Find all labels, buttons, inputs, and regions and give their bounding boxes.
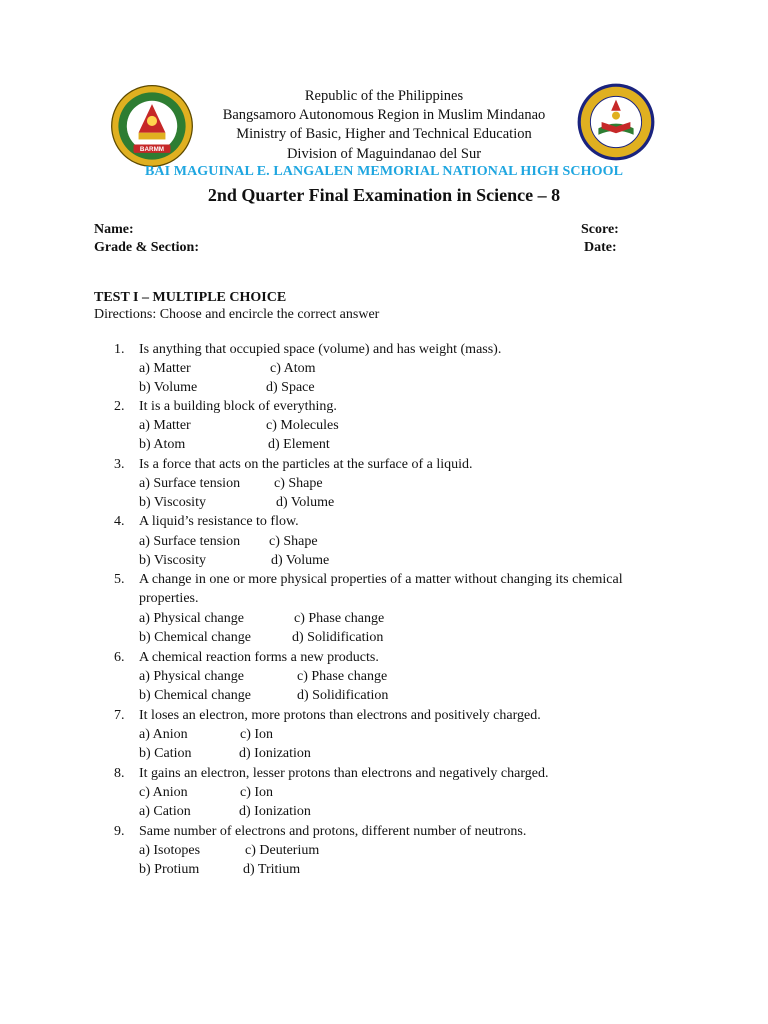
question-text: It loses an electron, more protons than electrons and positively charged. [139, 708, 541, 723]
question-text: Is anything that occupied space (volume) and has weight (mass). [139, 342, 502, 357]
choice-c[interactable]: c) Ion [240, 785, 274, 800]
school-name: BAI MAGUINAL E. LANGALEN MEMORIAL NATIONAL HIGH SCHOOL [144, 164, 624, 179]
choice-a[interactable]: a) Matter [139, 361, 191, 376]
choice-d[interactable]: d) Ionization [239, 746, 311, 761]
seal-lettering: BARMM [139, 146, 165, 154]
choice-a[interactable]: a) Anion [139, 727, 188, 742]
choice-d[interactable]: d) Volume [276, 495, 335, 510]
question-number: 1. [114, 342, 125, 357]
choice-b[interactable]: b) Viscosity [139, 495, 206, 510]
choice-d[interactable]: d) Solidification [297, 688, 389, 703]
choice-b[interactable]: b) Atom [139, 437, 186, 452]
question-number: 4. [114, 514, 125, 529]
date-label: Date: [584, 240, 617, 255]
question-text-continued: properties. [139, 591, 199, 606]
header-division: Division of Maguindanao del Sur [286, 146, 482, 162]
header-region: Bangsamoro Autonomous Region in Muslim Mindanao [222, 107, 546, 123]
choice-a[interactable]: a) Matter [139, 418, 191, 433]
choice-b[interactable]: b) Chemical change [139, 688, 251, 703]
question-number: 2. [114, 399, 125, 414]
question-text: A change in one or more physical properties of a matter without changing its chemical [139, 572, 623, 587]
grade-section-label: Grade & Section: [94, 240, 199, 255]
choice-c[interactable]: c) Deuterium [245, 843, 320, 858]
choice-c-anion[interactable]: c) Anion [139, 785, 188, 800]
choice-d[interactable]: d) Solidification [292, 630, 384, 645]
question-text: It is a building block of everything. [139, 399, 337, 414]
header-ministry: Ministry of Basic, Higher and Technical Education [236, 126, 532, 142]
choice-d[interactable]: d) Space [266, 380, 315, 395]
choice-c[interactable]: c) Shape [274, 476, 323, 491]
choice-b[interactable]: b) Cation [139, 746, 192, 761]
question-number: 7. [114, 708, 125, 723]
choice-b[interactable]: b) Volume [139, 380, 198, 395]
question-text: A liquid’s resistance to flow. [139, 514, 299, 529]
header-republic: Republic of the Philippines [304, 88, 464, 104]
choice-c[interactable]: c) Atom [270, 361, 316, 376]
question-number: 5. [114, 572, 125, 587]
choice-c[interactable]: c) Shape [269, 534, 318, 549]
question-text: It gains an electron, lesser protons than electrons and negatively charged. [139, 766, 549, 781]
choice-d[interactable]: d) Ionization [239, 804, 311, 819]
score-label: Score: [581, 222, 619, 237]
question-number: 6. [114, 650, 125, 665]
question-text: A chemical reaction forms a new products. [139, 650, 379, 665]
question-number: 9. [114, 824, 125, 839]
name-label: Name: [94, 222, 134, 237]
question-text: Same number of electrons and protons, different number of neutrons. [139, 824, 527, 839]
question-text: Is a force that acts on the particles at the surface of a liquid. [139, 457, 473, 472]
question-number: 3. [114, 457, 125, 472]
choice-b[interactable]: b) Viscosity [139, 553, 206, 568]
choice-b[interactable]: b) Chemical change [139, 630, 251, 645]
choice-c[interactable]: c) Phase change [294, 611, 385, 626]
choice-c[interactable]: c) Molecules [266, 418, 339, 433]
choice-a[interactable]: a) Surface tension [139, 476, 241, 491]
test-directions: Directions: Choose and encircle the correct answer [94, 307, 380, 322]
choice-a[interactable]: a) Surface tension [139, 534, 241, 549]
choice-c[interactable]: c) Phase change [297, 669, 388, 684]
choice-a[interactable]: a) Physical change [139, 669, 244, 684]
choice-d[interactable]: d) Element [268, 437, 330, 452]
choice-c[interactable]: c) Ion [240, 727, 274, 742]
choice-a[interactable]: a) Physical change [139, 611, 244, 626]
question-number: 8. [114, 766, 125, 781]
choice-d[interactable]: d) Volume [271, 553, 330, 568]
exam-title: 2nd Quarter Final Examination in Science – 8 [207, 185, 561, 205]
choice-a[interactable]: a) Cation [139, 804, 191, 819]
choice-d[interactable]: d) Tritium [243, 862, 301, 877]
test-title: TEST I – MULTIPLE CHOICE [94, 290, 287, 305]
choice-b[interactable]: b) Protium [139, 862, 200, 877]
choice-a[interactable]: a) Isotopes [139, 843, 201, 858]
